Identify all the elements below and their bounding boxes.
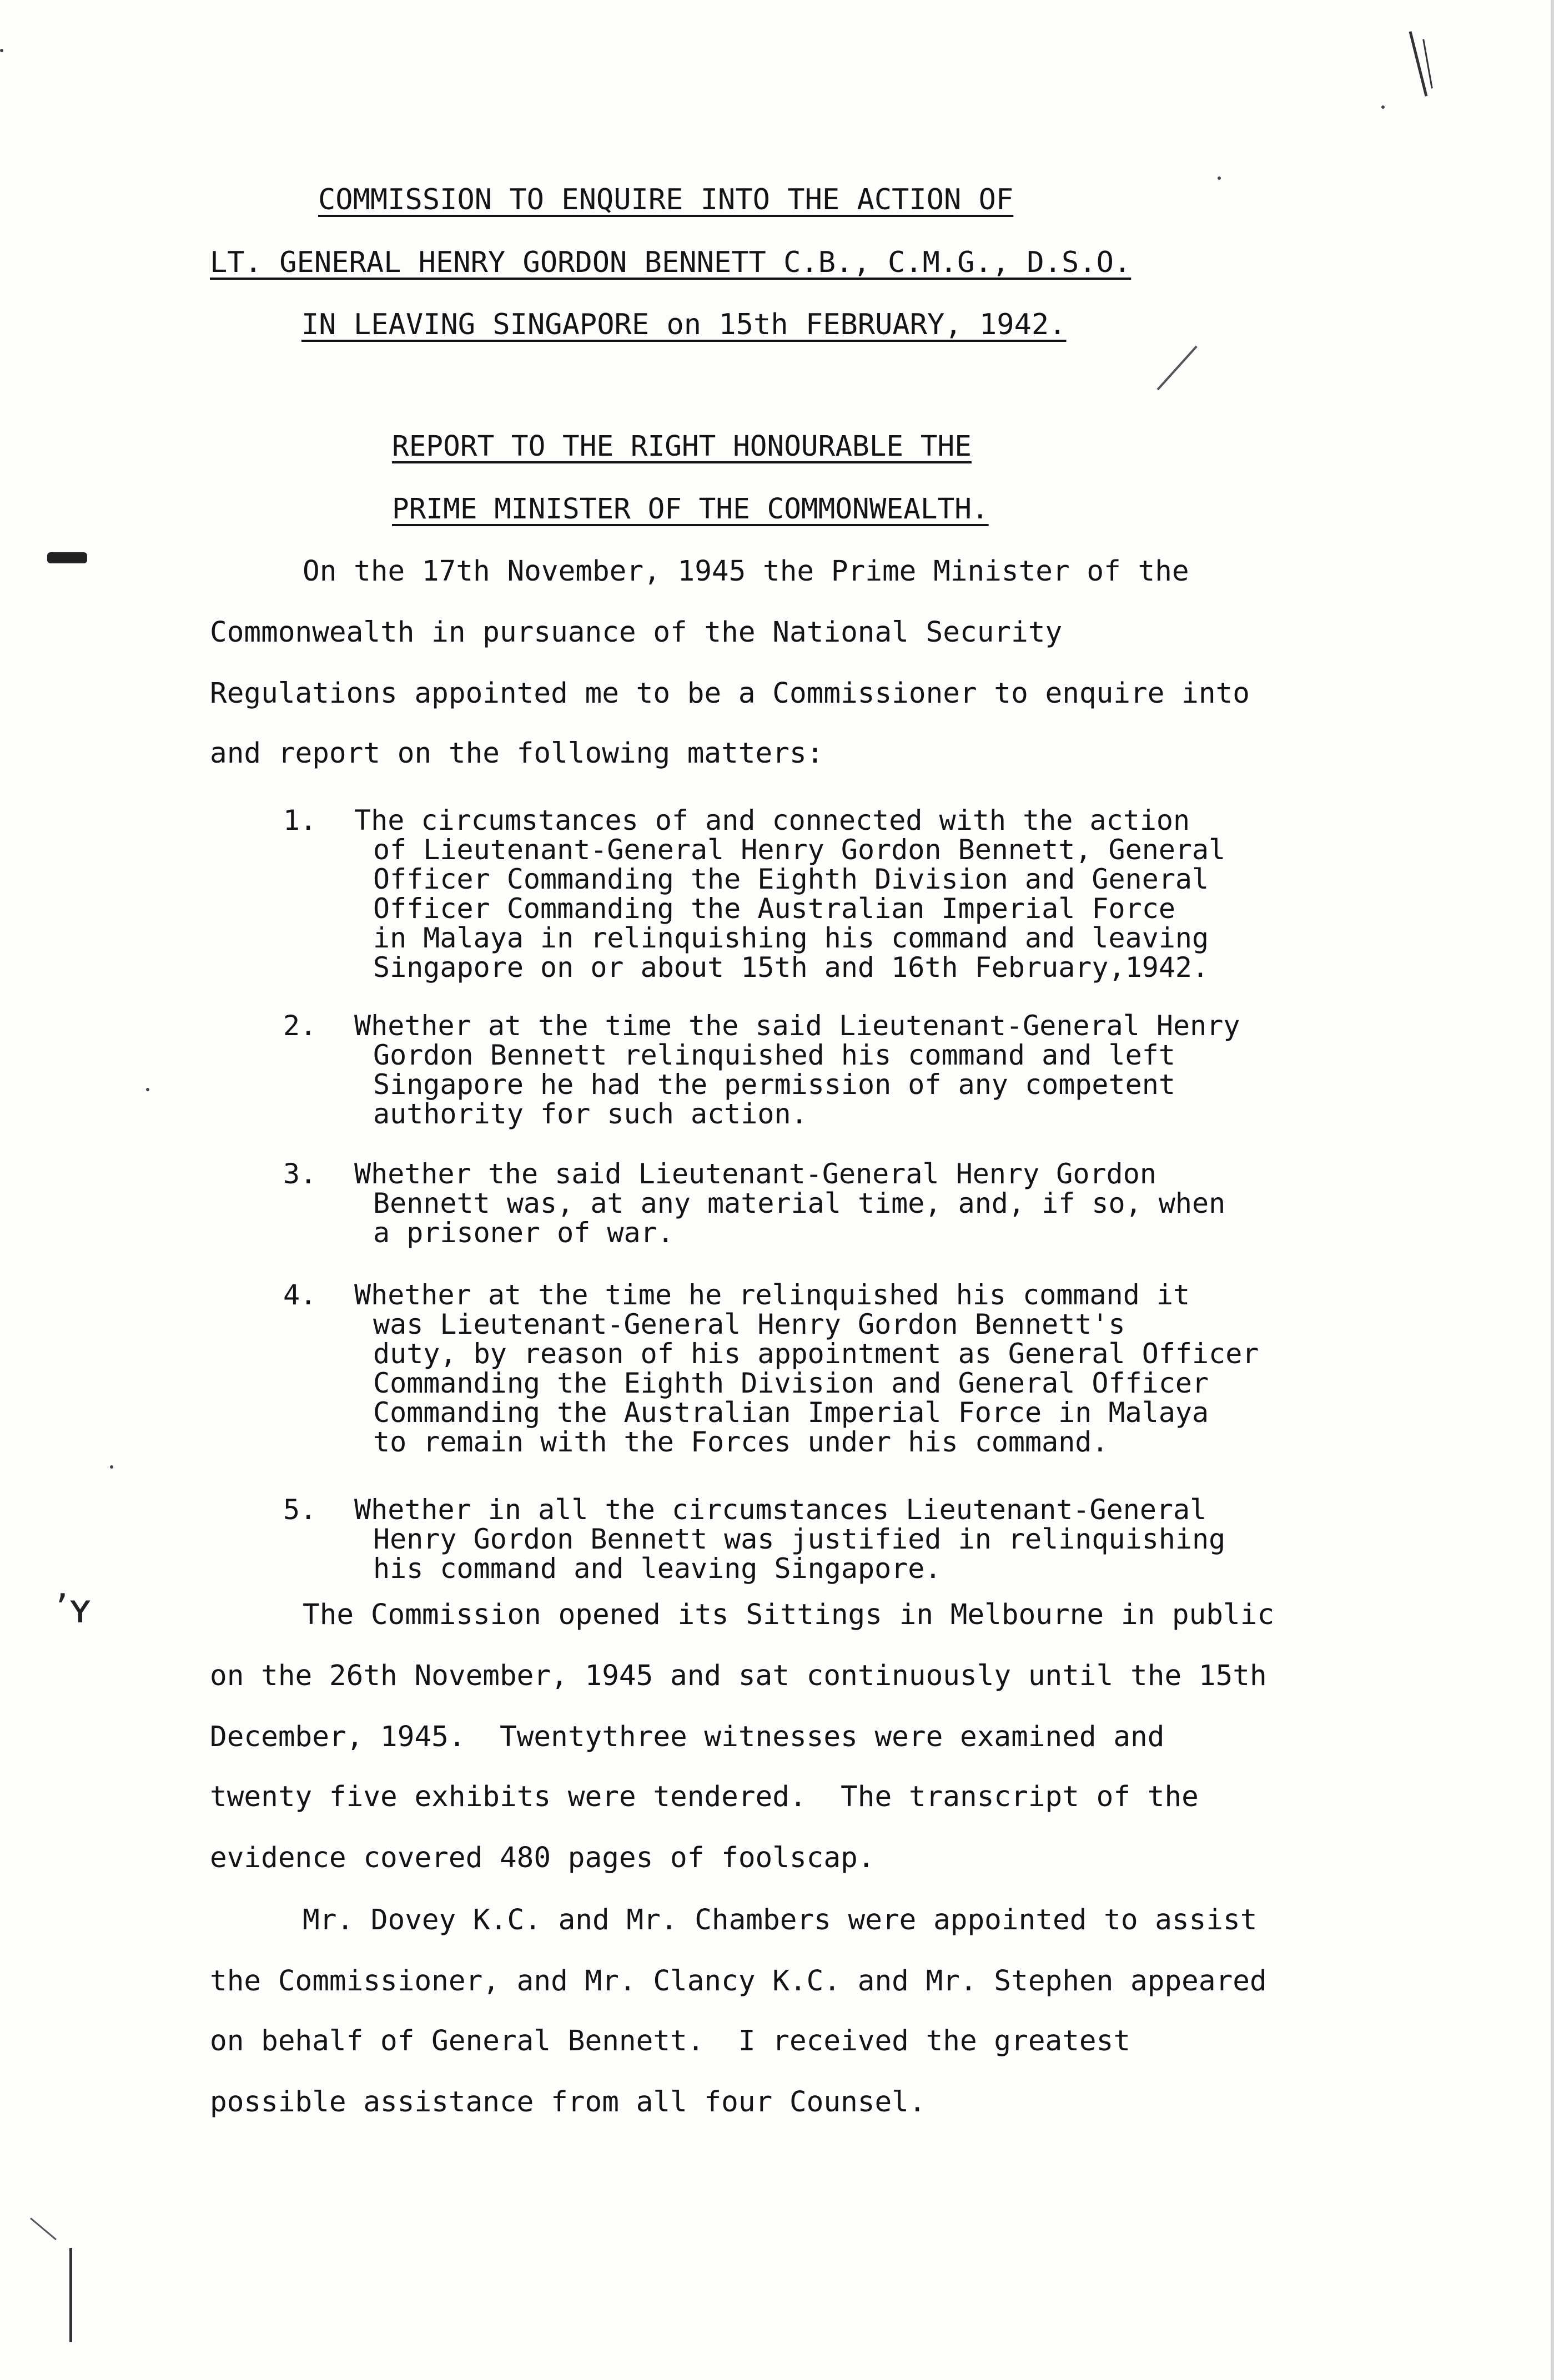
report-heading-line-2: PRIME MINISTER OF THE COMMONWEALTH.: [392, 493, 989, 526]
item-1-line-6: Singapore on or about 15th and 16th February,1942.: [373, 951, 1209, 984]
binding-hole-mark: [47, 552, 87, 563]
item-3-number: 3.: [283, 1158, 317, 1190]
counsel-line-2: the Commissioner, and Mr. Clancy K.C. and Mr. Stephen appeared: [210, 1965, 1267, 1998]
item-4-line-1: Whether at the time he relinquished his command it: [354, 1279, 1190, 1311]
margin-scribble: ʼʏ: [56, 1585, 93, 1632]
intro-line-2: Commonwealth in pursuance of the National Security: [210, 616, 1063, 649]
sittings-line-4: twenty five exhibits were tendered. The transcript of the: [210, 1781, 1199, 1813]
item-1-line-2: of Lieutenant-General Henry Gordon Bennett, General: [373, 834, 1226, 866]
item-2-number: 2.: [283, 1010, 317, 1042]
dust-speck-4: [1381, 105, 1385, 109]
title-line-1: COMMISSION TO ENQUIRE INTO THE ACTION OF: [318, 183, 1014, 216]
item-1-line-3: Officer Commanding the Eighth Division and General: [373, 863, 1209, 895]
page-edge: [1551, 0, 1554, 2380]
tick-mark-title: [1157, 346, 1198, 391]
report-heading-line-1: REPORT TO THE RIGHT HONOURABLE THE: [392, 430, 972, 463]
title-line-3: IN LEAVING SINGAPORE on 15th FEBRUARY, 1942.: [301, 308, 1067, 341]
dust-speck-1: [1218, 177, 1221, 180]
title-line-2: LT. GENERAL HENRY GORDON BENNETT C.B., C.M.G., D.S.O.: [210, 246, 1131, 279]
item-4-line-3: duty, by reason of his appointment as General Officer: [373, 1338, 1259, 1370]
counsel-line-3: on behalf of General Bennett. I received the greatest: [210, 2025, 1131, 2058]
item-1-line-1: The circumstances of and connected with the action: [354, 804, 1190, 836]
item-2-line-4: authority for such action.: [373, 1098, 808, 1130]
sittings-line-3: December, 1945. Twentythree witnesses were examined and: [210, 1721, 1165, 1753]
item-1-number: 1.: [283, 804, 317, 836]
dust-speck-2: [146, 1088, 149, 1091]
margin-mark-bottom-left-diagonal: [30, 2217, 57, 2240]
sittings-line-2: on the 26th November, 1945 and sat continuously until the 15th: [210, 1660, 1267, 1692]
item-4-number: 4.: [283, 1279, 317, 1311]
item-3-line-3: a prisoner of war.: [373, 1217, 674, 1249]
item-1-line-5: in Malaya in relinquishing his command and leaving: [373, 922, 1209, 954]
item-5-line-1: Whether in all the circumstances Lieutenant-General: [354, 1494, 1207, 1526]
item-5-line-3: his command and leaving Singapore.: [373, 1552, 942, 1585]
sittings-line-1: The Commission opened its Sittings in Melbourne in public: [303, 1599, 1275, 1631]
item-2-line-1: Whether at the time the said Lieutenant-General Henry: [354, 1010, 1240, 1042]
sittings-line-5: evidence covered 480 pages of foolscap.: [210, 1842, 875, 1874]
counsel-line-4: possible assistance from all four Counsel.: [210, 2086, 926, 2119]
intro-line-4: and report on the following matters:: [210, 737, 824, 770]
item-1-line-4: Officer Commanding the Australian Imperial Force: [373, 892, 1175, 925]
item-4-line-6: to remain with the Forces under his command.: [373, 1426, 1109, 1458]
item-5-number: 5.: [283, 1494, 317, 1526]
item-4-line-2: was Lieutenant-General Henry Gordon Bennett's: [373, 1308, 1125, 1340]
margin-mark-top-right: [1409, 31, 1428, 97]
item-2-line-2: Gordon Bennett relinquished his command and left: [373, 1039, 1175, 1071]
item-4-line-4: Commanding the Eighth Division and General Officer: [373, 1367, 1209, 1399]
item-5-line-2: Henry Gordon Bennett was justified in relinquishing: [373, 1523, 1226, 1555]
item-3-line-2: Bennett was, at any material time, and, if so, when: [373, 1187, 1226, 1219]
item-4-line-5: Commanding the Australian Imperial Force in Malaya: [373, 1396, 1209, 1429]
intro-line-1: On the 17th November, 1945 the Prime Minister of the: [303, 555, 1189, 588]
dust-speck-3: [110, 1465, 113, 1469]
margin-mark-bottom-left: [69, 2248, 72, 2342]
counsel-line-1: Mr. Dovey K.C. and Mr. Chambers were appointed to assist: [303, 1904, 1258, 1937]
item-3-line-1: Whether the said Lieutenant-General Henry Gordon: [354, 1158, 1156, 1190]
intro-line-3: Regulations appointed me to be a Commissioner to enquire into: [210, 677, 1250, 710]
item-2-line-3: Singapore he had the permission of any competent: [373, 1068, 1175, 1101]
dust-speck-5: [0, 49, 3, 52]
